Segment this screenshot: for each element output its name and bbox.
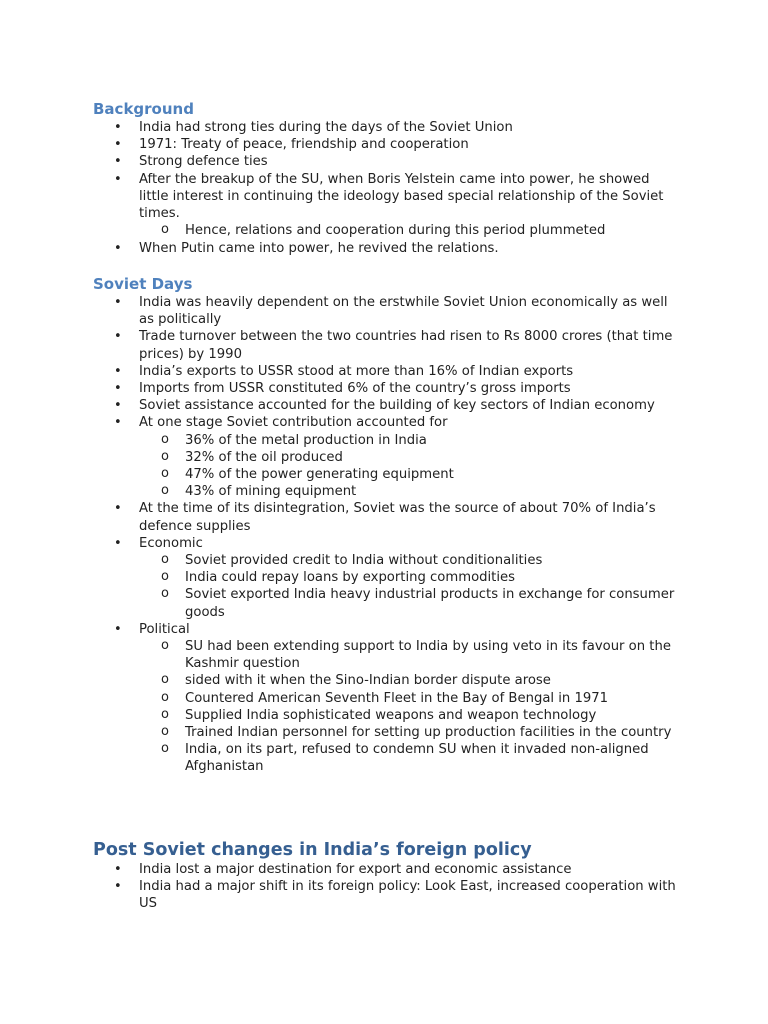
sub-bullet-icon: o — [161, 689, 169, 705]
bullet-icon: • — [114, 535, 122, 551]
bullet-icon: • — [114, 862, 122, 877]
sub-bullet-icon: o — [161, 586, 169, 602]
bullet-icon: • — [114, 295, 122, 310]
list-item: • Soviet assistance accounted for the building of key sectors of Indian economy — [114, 398, 655, 414]
sub-list-item: o 36% of the metal production in India — [161, 431, 427, 448]
list-item: • At one stage Soviet contribution accounted for — [114, 415, 448, 431]
sub-list-item: o India could repay loans by exporting commodities — [161, 569, 515, 586]
sub-bullet-icon: o — [161, 672, 169, 688]
bullet-icon: • — [114, 879, 122, 895]
sub-bullet-icon: o — [161, 466, 169, 482]
list-item: • 1971: Treaty of peace, friendship and cooperation — [114, 137, 469, 153]
sub-list-item: o SU had been extending support to India by using veto in its favour on the Kashmir question — [161, 638, 671, 672]
bullet-icon: • — [114, 137, 122, 153]
soviet-days-list — [93, 294, 683, 776]
soviet-days-section — [93, 274, 683, 776]
bullet-icon: • — [114, 381, 122, 397]
list-item: • India had strong ties during the days of the Soviet Union — [114, 120, 513, 135]
sub-bullet-icon: o — [161, 724, 169, 740]
background-heading: Background — [93, 100, 194, 118]
sub-bullet-icon: o — [161, 431, 169, 447]
list-item: • Imports from USSR constituted 6% of the country’s gross imports — [114, 381, 571, 397]
sub-bullet-icon: o — [161, 741, 169, 757]
sub-bullet-icon: o — [161, 638, 169, 654]
soviet-days-heading: Soviet Days — [93, 275, 193, 293]
list-item: • India had a major shift in its foreign policy: Look East, increased cooperation with US — [114, 879, 676, 912]
sub-list-item: o Countered American Seventh Fleet in the Bay of Bengal in 1971 — [161, 689, 609, 706]
post-soviet-list — [93, 861, 683, 913]
post-soviet-heading: Post Soviet changes in India’s foreign policy — [93, 840, 532, 860]
list-item: • Trade turnover between the two countries had risen to Rs 8000 crores (that time prices) by 1990 — [114, 329, 673, 362]
sub-list-item: o Hence, relations and cooperation during this period plummeted — [161, 222, 606, 239]
bullet-icon: • — [114, 154, 122, 170]
bullet-icon: • — [114, 329, 122, 345]
sub-bullet-icon: o — [161, 483, 169, 499]
sub-list-item: o India, on its part, refused to condemn SU when it invaded non-aligned Afghanistan — [161, 741, 649, 775]
bullet-icon: • — [114, 171, 122, 187]
bullet-icon: • — [114, 120, 122, 135]
list-item: • Economic — [114, 535, 203, 551]
list-item: • After the breakup of the SU, when Boris Yelstein came into power, he showed little interest in continuing the ideology based special relationship of the Soviet times. — [114, 171, 664, 222]
sub-bullet-icon: o — [161, 552, 169, 568]
bullet-icon: • — [114, 501, 122, 517]
list-item: • Political — [114, 621, 190, 637]
sub-list-item: o 47% of the power generating equipment — [161, 466, 454, 483]
sub-list-item: o sided with it when the Sino-Indian border dispute arose — [161, 672, 551, 689]
list-item: • India lost a major destination for export and economic assistance — [114, 862, 572, 877]
sub-list-item: o 43% of mining equipment — [161, 483, 357, 500]
sub-bullet-icon: o — [161, 448, 169, 464]
bullet-icon: • — [114, 621, 122, 637]
background-list — [93, 119, 683, 258]
list-item: • Strong defence ties — [114, 154, 268, 170]
sub-bullet-icon: o — [161, 222, 169, 238]
sub-list-item: o Supplied India sophisticated weapons and weapon technology — [161, 706, 597, 723]
sub-list-item: o Soviet exported India heavy industrial products in exchange for consumer goods — [161, 586, 675, 620]
bullet-icon: • — [114, 398, 122, 414]
background-section — [93, 99, 683, 258]
bullet-icon: • — [114, 363, 122, 379]
list-item: • When Putin came into power, he revived the relations. — [114, 241, 499, 257]
sub-list-item: o Trained Indian personnel for setting up production facilities in the country — [161, 724, 672, 741]
list-item: • At the time of its disintegration, Soviet was the source of about 70% of India’s defence supplies — [114, 501, 656, 534]
list-item: • India’s exports to USSR stood at more than 16% of Indian exports — [114, 363, 574, 379]
bullet-icon: • — [114, 241, 122, 257]
sub-bullet-icon: o — [161, 706, 169, 722]
sub-list-item: o 32% of the oil produced — [161, 448, 343, 465]
post-soviet-section — [93, 839, 683, 913]
list-item: • India was heavily dependent on the erstwhile Soviet Union economically as well as politically — [114, 295, 668, 328]
bullet-icon: • — [114, 415, 122, 431]
sub-list-item: o Soviet provided credit to India without conditionalities — [161, 552, 543, 569]
sub-bullet-icon: o — [161, 569, 169, 585]
